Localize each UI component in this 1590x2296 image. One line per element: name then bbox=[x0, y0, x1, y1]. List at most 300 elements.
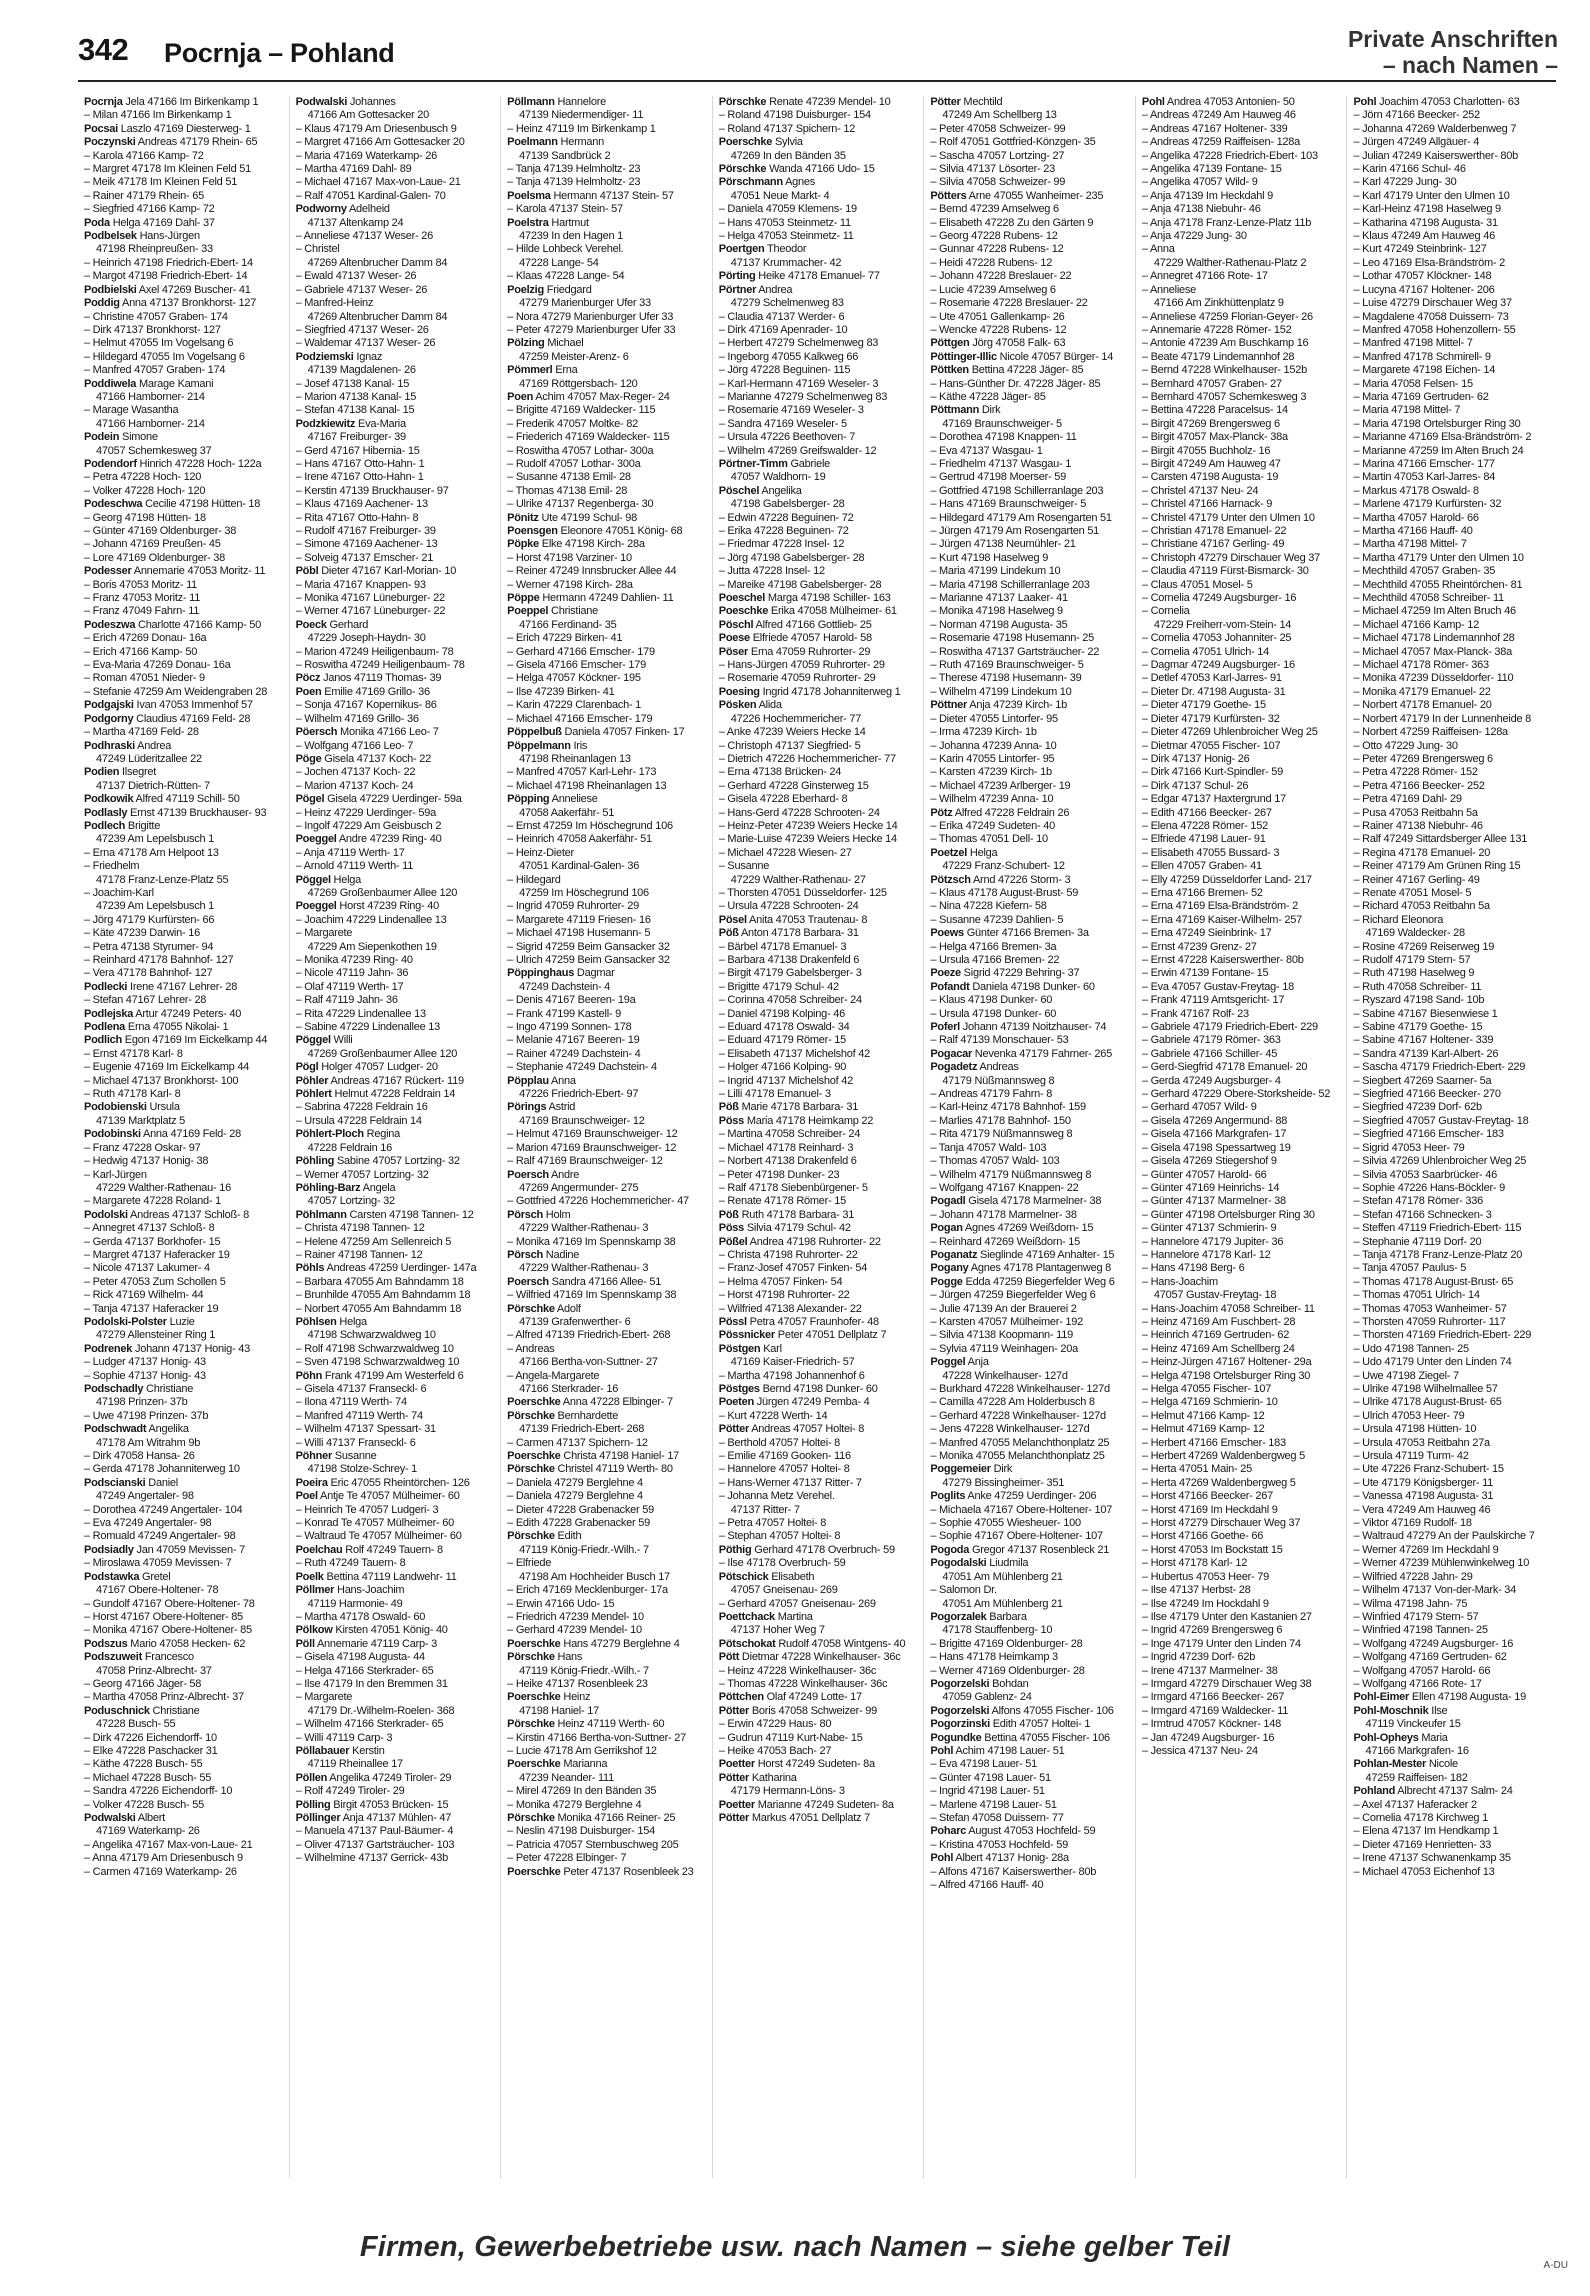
surname-label: Poettchack bbox=[718, 1610, 775, 1623]
entry-person: – Martha 47179 Unter den Ulmen 10 bbox=[1353, 551, 1524, 564]
surname-label: Pölkow bbox=[295, 1624, 333, 1637]
entry-person: – Gerd-Siegfrid 47178 Emanuel- 20 bbox=[1141, 1061, 1308, 1074]
entry-person: – Monika 47179 Emanuel- 22 bbox=[1353, 685, 1491, 698]
surname-label: Poerschke bbox=[718, 136, 773, 149]
entry-person: – Martha 47058 Prinz-Albrecht- 37 bbox=[84, 1691, 244, 1704]
entry-address: 47139 Grafenwerther- 6 bbox=[519, 1315, 631, 1328]
entry-surname: Podziemski Ignaz bbox=[295, 350, 383, 363]
entry-surname: Pogge Edda 47259 Biegerfelder Weg 6 bbox=[930, 1275, 1115, 1288]
entry-surname: Pöhler Andreas 47167 Rückert- 119 bbox=[295, 1074, 464, 1087]
entry-person: – Sandra 47226 Eichendorff- 10 bbox=[84, 1785, 233, 1798]
entry-address: 47166 Hamborner- 214 bbox=[96, 417, 205, 430]
entry-address: 47259 Im Höschegrund 106 bbox=[519, 886, 649, 899]
entry-person: – Jürgen 47259 Biegerfelder Weg 6 bbox=[930, 1289, 1096, 1302]
entry-surname: Pöthig Gerhard 47178 Overbruch- 59 bbox=[718, 1543, 895, 1556]
entry-person: – Dirk 47137 Honig- 26 bbox=[1141, 752, 1250, 765]
entry-surname: Podeschwa Cecilie 47198 Hütten- 18 bbox=[84, 498, 261, 511]
listing-column-4 bbox=[719, 96, 925, 2178]
entry-person: – Maria 47167 Knappen- 93 bbox=[295, 578, 426, 591]
entry-person: – Susanne 47138 Emil- 28 bbox=[507, 471, 631, 484]
entry-address: 47279 Marienburger Ufer 33 bbox=[519, 297, 651, 310]
surname-label: Pötzsch bbox=[930, 873, 971, 886]
entry-surname: Pöllmer Hans-Joachim bbox=[295, 1584, 405, 1597]
entry-person: – Gundolf 47167 Obere-Holtener- 78 bbox=[84, 1597, 255, 1610]
entry-person: – Christel 47179 Unter den Ulmen 10 bbox=[1141, 511, 1315, 524]
entry-surname: Poggemeier Dirk bbox=[930, 1463, 1013, 1476]
entry-person: – Erna 47169 Elsa-Brändström- 2 bbox=[1141, 900, 1299, 913]
entry-person: – Beate 47179 Lindemannhof 28 bbox=[1141, 350, 1295, 363]
entry-person: – Helmut 47169 Braunschweiger- 12 bbox=[507, 1128, 678, 1141]
entry-person: – Daniela 47279 Berglehne 4 bbox=[507, 1476, 643, 1489]
surname-label: Pöss bbox=[718, 1222, 745, 1235]
entry-person: – Erna 47138 Brücken- 24 bbox=[718, 766, 842, 779]
entry-person: – Sonja 47167 Kopernikus- 86 bbox=[295, 699, 437, 712]
entry-person: – Stefan 47167 Lehrer- 28 bbox=[84, 994, 207, 1007]
entry-address: 47239 Am Lepelsbusch 1 bbox=[96, 900, 215, 913]
listing-column-1 bbox=[84, 96, 290, 2178]
entry-person: – Anneliese 47137 Weser- 26 bbox=[295, 230, 433, 243]
entry-person: – Heike 47053 Bach- 27 bbox=[718, 1744, 832, 1757]
entry-surname: Poddiwela Marage Kamani bbox=[84, 377, 214, 390]
listing-columns bbox=[84, 96, 1558, 2178]
entry-person: – Gerhard 47239 Mendel- 10 bbox=[507, 1624, 642, 1637]
surname-label: Poddiwela bbox=[84, 377, 137, 390]
bleed-through-ghost-text bbox=[6, 250, 22, 850]
entry-person: – Horst 47166 Goethe- 66 bbox=[1141, 1530, 1264, 1543]
entry-person: – Salomon Dr. bbox=[930, 1584, 997, 1597]
entry-surname: Podolski-Polster Luzie bbox=[84, 1315, 195, 1328]
entry-person: – Anja 47178 Franz-Lenze-Platz 11b bbox=[1141, 216, 1312, 229]
entry-address: 47198 Rheinpreußen- 33 bbox=[96, 243, 213, 256]
surname-label: Poetter bbox=[718, 1758, 755, 1771]
entry-person: – Rosemarie 47228 Breslauer- 22 bbox=[930, 297, 1088, 310]
entry-person: – Brigitte 47169 Waldecker- 115 bbox=[507, 404, 656, 417]
surname-label: Pörschmann bbox=[718, 176, 783, 189]
entry-person: – Dieter 47169 Henrietten- 33 bbox=[1353, 1838, 1492, 1851]
entry-surname: Pösken Alida bbox=[718, 699, 782, 712]
entry-address: 47229 Walther-Rathenau-Platz 2 bbox=[1153, 256, 1307, 269]
surname-label: Pötschick bbox=[718, 1570, 769, 1583]
entry-person: – Peter 47228 Elbinger- 7 bbox=[507, 1852, 627, 1865]
entry-person: – Christel 47137 Neu- 24 bbox=[1141, 484, 1259, 497]
entry-person: – Günter 47198 Lauer- 51 bbox=[930, 1771, 1051, 1784]
entry-person: – Hildegard bbox=[507, 873, 561, 886]
surname-label: Pöllmann bbox=[507, 96, 555, 108]
entry-person: – Gisela 47228 Eberhard- 8 bbox=[718, 793, 848, 806]
surname-label: Pötters bbox=[930, 189, 967, 202]
surname-label: Podkowik bbox=[84, 793, 134, 806]
entry-surname: Poetzel Helga bbox=[930, 846, 998, 859]
entry-person: – Patricia 47057 Sternbuschweg 205 bbox=[507, 1838, 679, 1851]
entry-person: – Karin 47166 Schul- 46 bbox=[1353, 163, 1466, 176]
entry-person: – Klaus 47178 August-Brust- 59 bbox=[930, 886, 1079, 899]
entry-surname: Pötter Markus 47051 Dellplatz 7 bbox=[718, 1812, 870, 1824]
entry-person: – Monika 47279 Berglehne 4 bbox=[507, 1798, 642, 1811]
entry-person: – Peter 47198 Dunker- 23 bbox=[718, 1168, 840, 1181]
surname-label: Pötz bbox=[930, 806, 953, 819]
entry-person: – Karin 47229 Clarenbach- 1 bbox=[507, 699, 642, 712]
entry-address: 47057 Waldhorn- 19 bbox=[730, 471, 826, 484]
entry-address: 47169 Waterkamp- 26 bbox=[96, 1825, 200, 1838]
entry-surname: Pocrnja Jela 47166 Im Birkenkamp 1 bbox=[84, 96, 259, 108]
entry-surname: Pötz Alfred 47228 Feldrain 26 bbox=[930, 806, 1070, 819]
surname-label: Pörsch bbox=[507, 1208, 543, 1221]
entry-person: – Irma 47239 Kirch- 1b bbox=[930, 726, 1037, 739]
entry-person: – Wilhelm 47199 Lindekum 10 bbox=[930, 685, 1072, 698]
entry-person: – Irene 47137 Marmelner- 38 bbox=[1141, 1664, 1278, 1677]
entry-person: – Georg 47166 Jäger- 58 bbox=[84, 1677, 202, 1690]
entry-person: – Dietmar 47055 Fischer- 107 bbox=[1141, 739, 1281, 752]
entry-address: 47169 Braunschweiger- 5 bbox=[942, 417, 1062, 430]
entry-person: – Werner 47167 Lüneburger- 22 bbox=[295, 605, 446, 618]
entry-person: – Gisela 47269 Angermund- 88 bbox=[1141, 1114, 1288, 1127]
surname-label: Podesser bbox=[84, 565, 132, 578]
entry-person: – Irene 47167 Otto-Hahn- 1 bbox=[295, 471, 424, 484]
entry-person: – Lucyna 47167 Holtener- 206 bbox=[1353, 283, 1495, 296]
entry-surname: Pöggel Willi bbox=[295, 1034, 353, 1047]
entry-person: – Herbert 47279 Schelmenweg 83 bbox=[718, 337, 879, 350]
entry-person: – Eduard 47178 Oswald- 34 bbox=[718, 1021, 850, 1034]
entry-person: – Therese 47198 Husemann- 39 bbox=[930, 672, 1082, 685]
entry-address: 47119 Harmonie- 49 bbox=[307, 1597, 403, 1610]
entry-person: – Heinz-Peter 47239 Weiers Hecke 14 bbox=[718, 819, 898, 832]
surname-label: Pößel bbox=[718, 1235, 748, 1248]
entry-person: – Karola 47166 Kamp- 72 bbox=[84, 149, 204, 162]
entry-person: – Marion 47137 Koch- 24 bbox=[295, 779, 414, 792]
entry-person: – Jürgen 47179 Am Rosengarten 51 bbox=[930, 525, 1100, 537]
entry-person: – Petra 47169 Dahl- 29 bbox=[1353, 793, 1462, 806]
entry-person: – Horst 47167 Obere-Holtener- 85 bbox=[84, 1610, 243, 1623]
entry-person: – Ingeborg 47055 Kalkweg 66 bbox=[718, 350, 859, 363]
surname-label: Poggemeier bbox=[930, 1463, 991, 1476]
entry-person: – Stephanie 47249 Dachstein- 4 bbox=[507, 1061, 657, 1074]
entry-person: – Norbert 47138 Drakenfeld 6 bbox=[718, 1155, 857, 1168]
surname-label: Poetter bbox=[718, 1798, 755, 1811]
entry-person: – Horst 47169 Im Heckdahl 9 bbox=[1141, 1503, 1278, 1516]
entry-person: – Erna 47249 Sieinbrink- 17 bbox=[1141, 927, 1272, 940]
entry-surname: Poelstra Hartmut bbox=[507, 216, 589, 229]
entry-person: – Käthe 47228 Jäger- 85 bbox=[930, 390, 1046, 403]
entry-person: – Elena 47137 Im Hendkamp 1 bbox=[1353, 1825, 1499, 1838]
entry-person: – Cornelia 47249 Augsburger- 16 bbox=[1141, 592, 1297, 605]
entry-surname: Pöersch Monika 47166 Leo- 7 bbox=[295, 726, 439, 739]
surname-label: Pöthig bbox=[718, 1543, 752, 1556]
entry-person: – Dirk 47058 Hansa- 26 bbox=[84, 1450, 195, 1463]
entry-person: – Martin 47053 Karl-Jarres- 84 bbox=[1353, 471, 1496, 484]
surname-label: Poglits bbox=[930, 1490, 966, 1503]
entry-surname: Poese Elfriede 47057 Harold- 58 bbox=[718, 632, 872, 645]
entry-person: – Erika 47249 Sudeten- 40 bbox=[930, 819, 1055, 832]
entry-person: – Annemarie 47228 Römer- 152 bbox=[1141, 323, 1292, 336]
entry-person: – Ingrid 47269 Brengersweg 6 bbox=[1141, 1624, 1283, 1637]
entry-surname: Podolski Andreas 47137 Schloß- 8 bbox=[84, 1208, 250, 1221]
entry-person: – Anneliese 47259 Florian-Geyer- 26 bbox=[1141, 310, 1313, 323]
entry-person: – Ursula 47228 Feldrain 14 bbox=[295, 1114, 422, 1127]
entry-person: – Ursula 47198 Hütten- 10 bbox=[1353, 1423, 1477, 1436]
entry-address: 47198 Gabelsberger- 28 bbox=[730, 498, 845, 511]
entry-address: 47166 Am Zinkhüttenplatz 9 bbox=[1153, 297, 1284, 310]
surname-label: Pörschke bbox=[718, 96, 767, 108]
entry-surname: Pörting Heike 47178 Emanuel- 77 bbox=[718, 270, 880, 283]
entry-person: – Frank 47119 Amtsgericht- 17 bbox=[1141, 994, 1285, 1007]
entry-surname: Pogacar Nevenka 47179 Fahrner- 265 bbox=[930, 1047, 1112, 1060]
entry-person: – Rolf 47249 Tiroler- 29 bbox=[295, 1785, 405, 1798]
entry-person: – Martina 47058 Schreiber- 24 bbox=[718, 1128, 861, 1141]
entry-person: – Joachim 47229 Lindenallee 13 bbox=[295, 913, 447, 926]
entry-surname: Poelsma Hermann 47137 Stein- 57 bbox=[507, 189, 674, 202]
entry-person: – Arnold 47119 Werth- 11 bbox=[295, 860, 414, 873]
entry-person: – Wolfgang 47167 Knappen- 22 bbox=[930, 1181, 1079, 1194]
entry-surname: Pöllabauer Kerstin bbox=[295, 1744, 385, 1757]
entry-person: – Thomas 47053 Wanheimer- 57 bbox=[1353, 1302, 1507, 1315]
entry-surname: Pöstges Bernd 47198 Dunker- 60 bbox=[718, 1383, 878, 1395]
entry-person: – Luise 47279 Dirschauer Weg 37 bbox=[1353, 297, 1512, 310]
entry-surname: Poews Günter 47166 Bremen- 3a bbox=[930, 927, 1089, 940]
entry-person: – Ulrike 47137 Regenberga- 30 bbox=[507, 498, 654, 511]
entry-person: – Michael 47053 Eichenhof 13 bbox=[1353, 1865, 1495, 1878]
entry-person: – Monika 47055 Melanchthonplatz 25 bbox=[930, 1450, 1105, 1463]
entry-surname: Pöttchen Olaf 47249 Lotte- 17 bbox=[718, 1691, 862, 1704]
entry-person: – Christoph 47279 Dirschauer Weg 37 bbox=[1141, 551, 1321, 564]
surname-label: Pocrnja bbox=[84, 96, 123, 108]
surname-label: Podobienski bbox=[84, 1101, 147, 1114]
entry-person: – Romuald 47249 Angertaler- 98 bbox=[84, 1530, 236, 1543]
entry-person: – Meik 47178 Im Kleinen Feld 51 bbox=[84, 176, 238, 189]
entry-surname: Pöschel Angelika bbox=[718, 484, 802, 497]
entry-person: – Andreas 47179 Fahrn- 8 bbox=[930, 1088, 1053, 1101]
entry-person: – Monika 47198 Haselweg 9 bbox=[930, 605, 1063, 618]
entry-person: – Dirk 47137 Bronkhorst- 127 bbox=[84, 323, 221, 336]
entry-address: 47269 Großenbaumer Allee 120 bbox=[307, 886, 458, 899]
entry-surname: Pofandt Daniela 47198 Dunker- 60 bbox=[930, 980, 1095, 993]
entry-person: – Elke 47228 Paschacker 31 bbox=[84, 1744, 218, 1757]
entry-person: – Margarete 47228 Roland- 1 bbox=[84, 1195, 221, 1208]
entry-person: – Mechthild 47055 Rheintörchen- 81 bbox=[1353, 578, 1523, 591]
entry-person: – Ulrich 47053 Heer- 79 bbox=[1353, 1409, 1465, 1422]
surname-label: Pötter bbox=[718, 1812, 750, 1824]
entry-surname: Poel Antje Te 47057 Mülheimer- 60 bbox=[295, 1490, 460, 1503]
entry-person: – Norbert 47259 Raiffeisen- 128a bbox=[1353, 726, 1508, 739]
entry-person: – Reiner 47167 Gerling- 49 bbox=[1353, 873, 1480, 886]
entry-person: – Heinrich Te 47057 Ludgeri- 3 bbox=[295, 1503, 439, 1516]
entry-person: – Michael 47178 Römer- 363 bbox=[1353, 659, 1489, 672]
surname-label: Pogacar bbox=[930, 1047, 972, 1060]
entry-person: – Waltraud 47279 An der Paulskirche 7 bbox=[1353, 1530, 1535, 1543]
surname-label: Pötter bbox=[718, 1704, 750, 1717]
entry-person: – Horst 47198 Varziner- 10 bbox=[507, 551, 632, 564]
entry-person: – Daniela 47059 Klemens- 19 bbox=[718, 203, 857, 216]
entry-person: – Carsten 47198 Augusta- 19 bbox=[1141, 471, 1279, 484]
entry-person: – Dieter 47179 Kurfürsten- 32 bbox=[1141, 712, 1280, 725]
entry-person: – Gabriele 47179 Friedrich-Ebert- 229 bbox=[1141, 1021, 1318, 1034]
entry-person: – Wilhelm 47166 Sterkrader- 65 bbox=[295, 1718, 444, 1731]
entry-surname: Pöll Annemarie 47119 Carp- 3 bbox=[295, 1637, 437, 1650]
entry-person: – Ralf 47139 Monschauer- 53 bbox=[930, 1034, 1069, 1047]
entry-person: – Elisabeth 47137 Michelshof 42 bbox=[718, 1047, 870, 1060]
page-number: 342 bbox=[78, 32, 129, 67]
entry-person: – Maria 47169 Gertruden- 62 bbox=[1353, 390, 1489, 403]
entry-person: – Birgit 47269 Brengersweg 6 bbox=[1141, 417, 1280, 430]
surname-label: Pösel bbox=[718, 913, 747, 926]
surname-label: Podbielski bbox=[84, 283, 137, 296]
surname-label: Pössnicker bbox=[718, 1329, 775, 1342]
surname-label: Pömmerl bbox=[507, 364, 553, 377]
entry-surname: Pörsch Nadine bbox=[507, 1248, 580, 1261]
entry-person: – Claudia 47137 Werder- 6 bbox=[718, 310, 845, 323]
entry-address: 47249 Am Schellberg 13 bbox=[942, 109, 1057, 122]
entry-person: – Camilla 47228 Am Holderbusch 8 bbox=[930, 1396, 1095, 1409]
entry-person: – Thomas 47178 August-Brust- 65 bbox=[1353, 1275, 1514, 1288]
entry-person: – Monika 47167 Lüneburger- 22 bbox=[295, 592, 445, 605]
entry-surname: Poersch Sandra 47166 Allee- 51 bbox=[507, 1275, 662, 1288]
entry-person: – Friederich 47169 Waldecker- 115 bbox=[507, 431, 670, 444]
entry-address: 47229 Walther-Rathenau- 16 bbox=[96, 1181, 231, 1194]
surname-label: Pöstges bbox=[718, 1383, 760, 1395]
entry-person: – Michael 47198 Rheinanlagen 13 bbox=[507, 779, 667, 792]
surname-label: Poeschke bbox=[718, 605, 769, 618]
entry-person: – Sigrid 47259 Beim Gansacker 32 bbox=[507, 940, 670, 953]
entry-person: – Petra 47166 Beecker- 252 bbox=[1353, 779, 1485, 792]
entry-person: – Karl 47229 Jung- 30 bbox=[1353, 176, 1457, 189]
entry-person: – Susanne 47239 Dahlien- 5 bbox=[930, 913, 1064, 926]
entry-person: – Friedhelm 47137 Wasgau- 1 bbox=[930, 457, 1072, 470]
surname-label: Podgorny bbox=[84, 712, 134, 725]
entry-surname: Pöllen Angelika 47249 Tiroler- 29 bbox=[295, 1771, 452, 1784]
surname-label: Pörting bbox=[718, 270, 756, 283]
entry-person: – Petra 47138 Styrumer- 94 bbox=[84, 940, 214, 953]
entry-person: – Gisela 47269 Stiegershof 9 bbox=[1141, 1155, 1277, 1168]
entry-person: – Friedhelm bbox=[84, 860, 140, 873]
entry-person: – Eva 47249 Angertaler- 98 bbox=[84, 1517, 212, 1530]
entry-address: 47239 In den Hagen 1 bbox=[519, 230, 624, 243]
entry-person: – Rita 47167 Otto-Hahn- 8 bbox=[295, 511, 419, 524]
entry-surname: Podlena Erna 47055 Nikolai- 1 bbox=[84, 1021, 229, 1034]
entry-person: – Werner 47239 Mühlenwinkelweg 10 bbox=[1353, 1557, 1530, 1570]
surname-label: Pöhler bbox=[295, 1074, 329, 1087]
entry-address: 47058 Aakerfähr- 51 bbox=[519, 806, 615, 819]
entry-person: – Helga 47198 Ortelsburger Ring 30 bbox=[1141, 1369, 1311, 1382]
entry-person: – Ruth 47249 Tauern- 8 bbox=[295, 1557, 406, 1570]
entry-address: 47249 Lüderitzallee 22 bbox=[96, 752, 202, 765]
entry-person: – Ralf 47249 Sittardsberger Allee 131 bbox=[1353, 833, 1528, 846]
entry-person: – Frederik 47057 Moltke- 82 bbox=[507, 417, 638, 430]
entry-person: – Marianne 47169 Elsa-Brändström- 2 bbox=[1353, 431, 1532, 444]
entry-person: – Heinrich 47058 Aakerfähr- 51 bbox=[507, 833, 652, 846]
entry-person: – Ellen 47057 Graben- 41 bbox=[1141, 860, 1262, 873]
entry-person: – Peter 47279 Marienburger Ufer 33 bbox=[507, 323, 676, 336]
entry-address: 47169 Waldecker- 28 bbox=[1365, 927, 1465, 940]
entry-person: – Martha 47178 Oswald- 60 bbox=[295, 1610, 426, 1623]
entry-surname: Pöppelbuß Daniela 47057 Finken- 17 bbox=[507, 726, 685, 739]
entry-person: – Claus 47051 Mosel- 5 bbox=[1141, 578, 1253, 591]
entry-person: – Dorothea 47249 Angertaler- 104 bbox=[84, 1503, 243, 1516]
entry-person: – Heinrich 47198 Friedrich-Ebert- 14 bbox=[84, 256, 253, 269]
entry-person: – Ernst 47239 Grenz- 27 bbox=[1141, 940, 1257, 953]
entry-person: – Wilhelm 47137 Spessart- 31 bbox=[295, 1423, 436, 1436]
entry-person: – Karl-Heinz 47198 Haselweg 9 bbox=[1353, 203, 1501, 216]
entry-person: – Günter 47137 Marmelner- 38 bbox=[1141, 1195, 1286, 1208]
surname-label: Podgajski bbox=[84, 699, 134, 712]
entry-person: – Gerda 47178 Johanniterweg 10 bbox=[84, 1463, 240, 1476]
entry-surname: Poduschnick Christiane bbox=[84, 1704, 200, 1717]
entry-person: – Karl-Heinz 47178 Bahnhof- 159 bbox=[930, 1101, 1086, 1114]
entry-person: – Hans-Joachim 47058 Schreiber- 11 bbox=[1141, 1302, 1315, 1315]
entry-surname: Poetter Horst 47249 Sudeten- 8a bbox=[718, 1758, 875, 1771]
entry-person: – Friedmar 47228 Insel- 12 bbox=[718, 538, 845, 551]
entry-person: – Ingrid 47059 Ruhrorter- 29 bbox=[507, 900, 639, 913]
entry-person: – Stefan 47058 Duissern- 77 bbox=[930, 1812, 1064, 1824]
entry-person: – Jessica 47137 Neu- 24 bbox=[1141, 1744, 1258, 1757]
entry-person: – Ilse 47249 Im Hockdahl 9 bbox=[1141, 1597, 1269, 1610]
entry-person: – Birgit 47179 Gabelsberger- 3 bbox=[718, 967, 862, 980]
entry-surname: Pöhlert Helmut 47228 Feldrain 14 bbox=[295, 1088, 456, 1101]
entry-person: – Rudolf 47167 Freiburger- 39 bbox=[295, 525, 436, 537]
entry-person: – Axel 47137 Haferacker 2 bbox=[1353, 1798, 1477, 1811]
entry-person: – Martha 47166 Hauff- 40 bbox=[1353, 525, 1473, 537]
entry-person: – Ursula 47166 Bremen- 22 bbox=[930, 954, 1060, 966]
entry-address: 47178 Am Witrahm 9b bbox=[96, 1436, 201, 1449]
entry-surname: Pöstgen Karl bbox=[718, 1342, 782, 1355]
entry-person: – Maria 47198 Ortelsburger Ring 30 bbox=[1353, 417, 1521, 430]
entry-surname: Pöllmann Hannelore bbox=[507, 96, 606, 108]
surname-label: Pössl bbox=[718, 1315, 747, 1328]
surname-label: Pöppe bbox=[507, 592, 540, 605]
entry-surname: Pörschke Edith bbox=[507, 1530, 582, 1543]
entry-person: – Gottfried 47198 Schillerranlage 203 bbox=[930, 484, 1104, 497]
entry-surname: Pogoda Gregor 47137 Rosenbleck 21 bbox=[930, 1543, 1110, 1556]
entry-person: – Ursula 47198 Dunker- 60 bbox=[930, 1007, 1057, 1020]
surname-label: Pörschke bbox=[507, 1530, 555, 1543]
entry-person: – Stefan 47178 Römer- 336 bbox=[1353, 1195, 1483, 1208]
entry-person: – Manfred 47057 Karl-Lehr- 173 bbox=[507, 766, 657, 779]
surname-label: Pötter bbox=[718, 1771, 750, 1784]
entry-person: – Frank 47167 Rolf- 23 bbox=[1141, 1007, 1249, 1020]
surname-label: Podeschwa bbox=[84, 498, 143, 511]
entry-person: – Ralf 47178 Siebenbürgener- 5 bbox=[718, 1181, 868, 1194]
entry-person: – Dieter Dr. 47198 Augusta- 31 bbox=[1141, 685, 1286, 698]
entry-person: – Kurt 47228 Werth- 14 bbox=[718, 1409, 828, 1422]
entry-person: – Heinz-Dieter bbox=[507, 846, 574, 859]
entry-person: – Bernd 47239 Amselweg 6 bbox=[930, 203, 1059, 216]
entry-address: 47119 König-Friedr.-Wilh.- 7 bbox=[519, 1664, 649, 1677]
entry-surname: Podgajski Ivan 47053 Immenhof 57 bbox=[84, 699, 253, 712]
entry-person: – Gunnar 47228 Rubens- 12 bbox=[930, 243, 1064, 256]
entry-surname: Podkowik Alfred 47119 Schill- 50 bbox=[84, 793, 240, 806]
entry-person: – Michael 47057 Max-Planck- 38a bbox=[1353, 645, 1513, 658]
entry-person: – Reinhard 47178 Bahnhof- 127 bbox=[84, 954, 234, 966]
entry-person: – Dirk 47169 Apenrader- 10 bbox=[718, 323, 848, 336]
entry-address: 47139 Marktplatz 5 bbox=[96, 1114, 186, 1127]
surname-label: Poddig bbox=[84, 297, 120, 310]
entry-person: – Frank 47199 Kastell- 9 bbox=[507, 1007, 622, 1020]
entry-person: – Nicole 47119 Jahn- 36 bbox=[295, 967, 409, 980]
entry-person: – Erwin 47166 Udo- 15 bbox=[507, 1597, 615, 1610]
entry-person: – Maria 47198 Mittel- 7 bbox=[1353, 404, 1461, 417]
entry-person: – Kirstin 47166 Bertha-von-Suttner- 27 bbox=[507, 1731, 686, 1744]
entry-person: – Hildegard 47179 Am Rosengarten 51 bbox=[930, 511, 1112, 524]
surname-label: Pohl bbox=[1353, 96, 1377, 108]
entry-person: – Horst 47053 Im Bockstatt 15 bbox=[1141, 1543, 1283, 1556]
entry-person: – Dirk 47226 Eichendorff- 10 bbox=[84, 1731, 217, 1744]
entry-address: 47137 Krummacher- 42 bbox=[730, 256, 842, 269]
surname-label: Poerschke bbox=[507, 1691, 561, 1704]
entry-surname: Poda Helga 47169 Dahl- 37 bbox=[84, 216, 215, 229]
entry-person: – Ute 47179 Königsberger- 11 bbox=[1353, 1476, 1494, 1489]
entry-surname: Poen Emilie 47169 Grillo- 36 bbox=[295, 685, 430, 698]
entry-surname: Podszus Mario 47058 Hecken- 62 bbox=[84, 1637, 246, 1650]
entry-surname: Podlecki Irene 47167 Lehrer- 28 bbox=[84, 980, 238, 993]
entry-person: – Ingrid 47239 Dorf- 62b bbox=[1141, 1651, 1256, 1664]
